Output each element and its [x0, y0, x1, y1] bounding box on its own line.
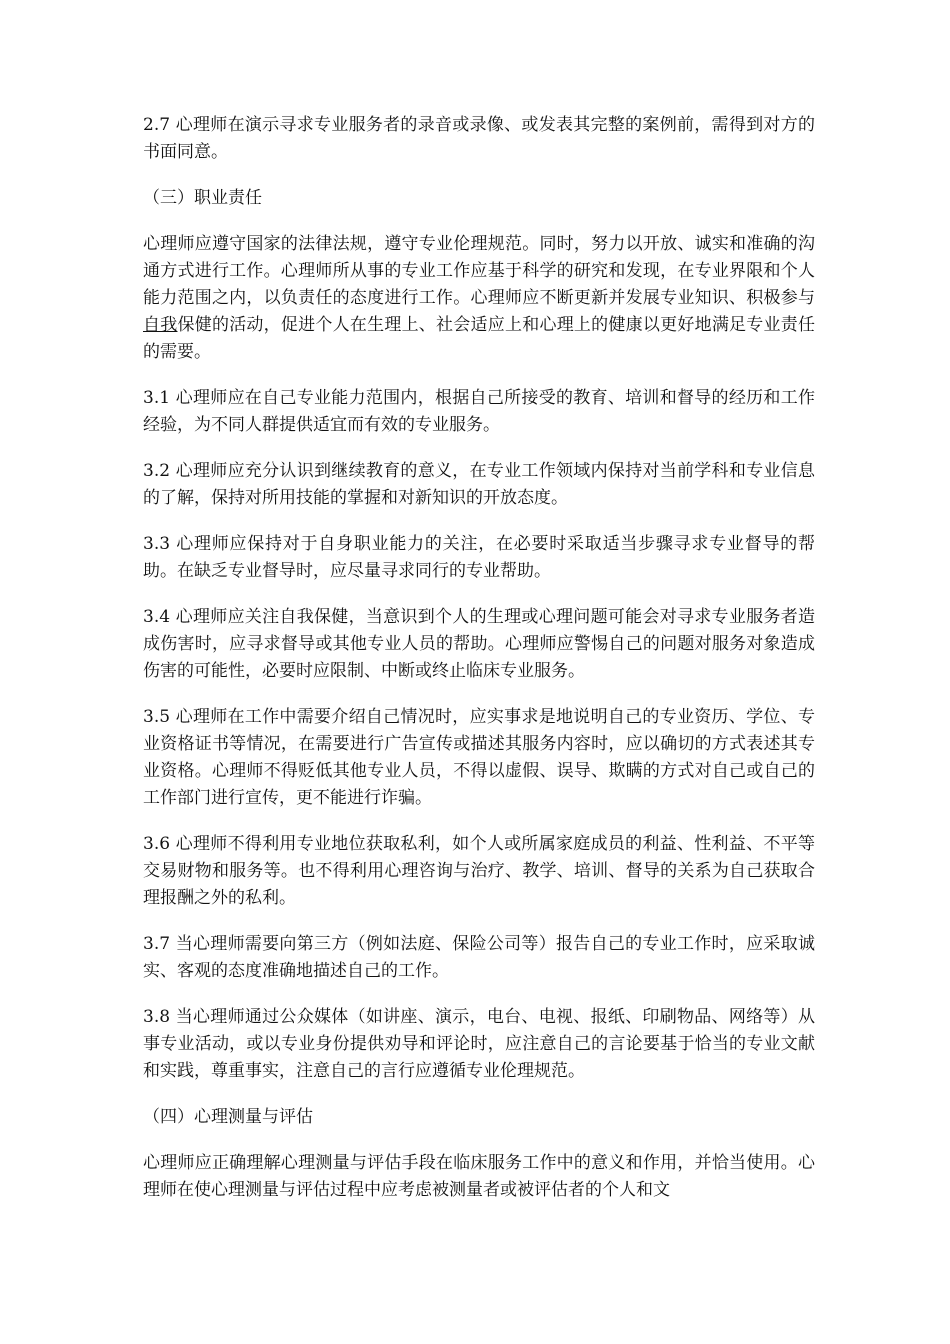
paragraph-3-6: 3.6 心理师不得利用专业地位获取私利，如个人或所属家庭成员的利益、性利益、不平等交易财物和服务等。也不得利用心理咨询与治疗、教学、培训、督导的关系为自己获取合理报酬之外的私利。	[143, 834, 815, 908]
document-body	[143, 112, 815, 1223]
paragraph-3-1: 3.1 心理师应在自己专业能力范围内，根据自己所接受的教育、培训和督导的经历和工作经验，为不同人群提供适宜而有效的专业服务。	[143, 388, 815, 435]
paragraph-3-intro-part-b: 保健的活动，促进个人在生理上、社会适应上和心理上的健康以更好地满足专业责任的需要。	[143, 315, 816, 362]
paragraph-3-2: 3.2 心理师应充分认识到继续教育的意义，在专业工作领域内保持对当前学科和专业信息的了解，保持对所用技能的掌握和对新知识的开放态度。	[143, 461, 815, 508]
paragraph-3-4: 3.4 心理师应关注自我保健，当意识到个人的生理或心理问题可能会对寻求专业服务者造成伤害时，应寻求督导或其他专业人员的帮助。心理师应警惕自己的问题对服务对象造成伤害的可能性，必要时应限制、中断或终止临床专业服务。	[143, 607, 815, 681]
paragraph-3-intro-part-a: 心理师应遵守国家的法律法规，遵守专业伦理规范。同时，努力以开放、诚实和准确的沟通方式进行工作。心理师所从事的专业工作应基于科学的研究和发现，在专业界限和个人能力范围之内，以负责任的态度进行工作。心理师应不断更新并发展专业知识、积极参与	[143, 234, 815, 308]
paragraph-3-7: 3.7 当心理师需要向第三方（例如法庭、保险公司等）报告自己的专业工作时，应采取诚实、客观的态度准确地描述自己的工作。	[143, 934, 815, 981]
underlined-term: 自我	[143, 315, 178, 335]
section-heading-3: （三）职业责任	[143, 188, 262, 208]
paragraph-3-intro	[143, 231, 815, 366]
section-heading-4: （四）心理测量与评估	[143, 1107, 313, 1127]
paragraph-3-5: 3.5 心理师在工作中需要介绍自己情况时，应实事求是地说明自己的专业资历、学位、专业资格证书等情况，在需要进行广告宣传或描述其服务内容时，应以确切的方式表述其专业资格。心理师不得贬低其他专业人员，不得以虚假、误导、欺瞒的方式对自己或自己的工作部门进行宣传，更不能进行诈骗。	[143, 707, 815, 808]
paragraph-3-3: 3.3 心理师应保持对于自身职业能力的关注，在必要时采取适当步骤寻求专业督导的帮助。在缺乏专业督导时，应尽量寻求同行的专业帮助。	[143, 534, 815, 581]
paragraph-3-8: 3.8 当心理师通过公众媒体（如讲座、演示，电台、电视、报纸、印刷物品、网络等）从事专业活动，或以专业身份提供劝导和评论时，应注意自己的言论要基于恰当的专业文献和实践，尊重事实，注意自己的言行应遵循专业伦理规范。	[143, 1007, 815, 1081]
paragraph-4-intro: 心理师应正确理解心理测量与评估手段在临床服务工作中的意义和作用，并恰当使用。心理师在使心理测量与评估过程中应考虑被测量者或被评估者的个人和文	[143, 1153, 815, 1200]
paragraph-2-7: 2.7 心理师在演示寻求专业服务者的录音或录像、或发表其完整的案例前，需得到对方的书面同意。	[143, 115, 815, 162]
